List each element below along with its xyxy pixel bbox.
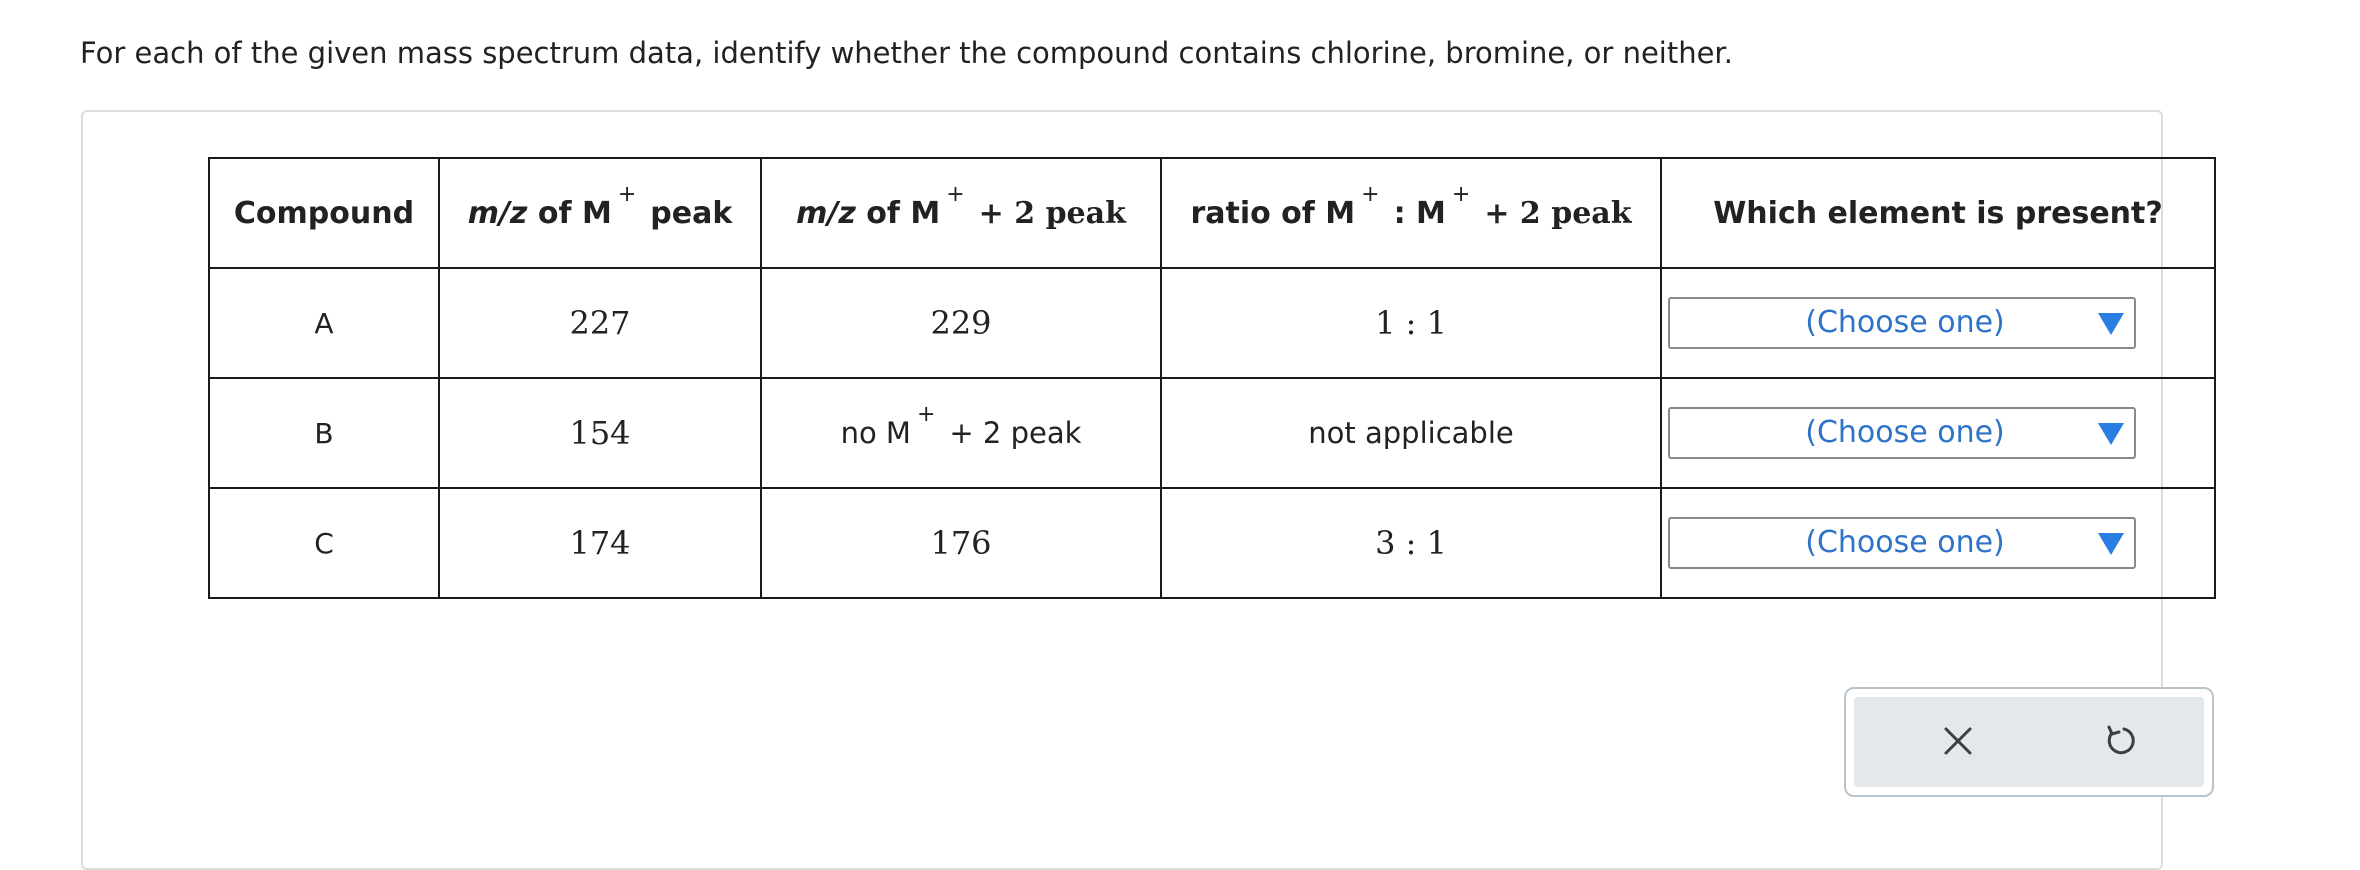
table-header-row — [209, 158, 2215, 268]
mz-m2-cell: 176 — [761, 488, 1161, 598]
compound-cell: C — [209, 488, 439, 598]
mz-m-cell: 154 — [439, 378, 761, 488]
dropdown-caret-icon[interactable] — [2098, 423, 2124, 445]
header-mz-m2-peak: m/z of M++ 2 peak — [761, 158, 1161, 268]
mz-m2-cell: 229 — [761, 268, 1161, 378]
element-select-cell — [1661, 268, 2215, 378]
header-ratio: ratio of M+: M++ 2 peak — [1161, 158, 1661, 268]
action-bar — [1844, 687, 2214, 797]
table-row — [209, 268, 2215, 378]
question-prompt: For each of the given mass spectrum data, identify whether the compound contains chlorine, bromine, or neither. — [80, 36, 1733, 70]
compound-cell: B — [209, 378, 439, 488]
ratio-cell: not applicable — [1161, 378, 1661, 488]
element-select[interactable] — [1668, 517, 2136, 569]
dropdown-caret-icon[interactable] — [2098, 313, 2124, 335]
element-select[interactable] — [1668, 407, 2136, 459]
dropdown-caret-icon[interactable] — [2098, 533, 2124, 555]
ratio-cell: 1 : 1 — [1161, 268, 1661, 378]
select-value: (Choose one) — [1805, 415, 2005, 450]
header-which-element: Which element is present? — [1661, 158, 2215, 268]
element-select-cell — [1661, 378, 2215, 488]
header-compound: Compound — [209, 158, 439, 268]
ratio-cell: 3 : 1 — [1161, 488, 1661, 598]
action-bar-inner — [1854, 697, 2204, 787]
table-row — [209, 488, 2215, 598]
undo-icon[interactable] — [2090, 711, 2150, 771]
compound-cell: A — [209, 268, 439, 378]
close-icon[interactable] — [1928, 711, 1988, 771]
mass-spectrum-table — [208, 157, 2216, 599]
select-value: (Choose one) — [1805, 305, 2005, 340]
header-mz-m-peak: m/z of M+peak — [439, 158, 761, 268]
mz-m-cell: 227 — [439, 268, 761, 378]
select-value: (Choose one) — [1805, 525, 2005, 560]
element-select-cell — [1661, 488, 2215, 598]
mz-m2-cell: no M++ 2 peak — [761, 378, 1161, 488]
mz-m-cell: 174 — [439, 488, 761, 598]
element-select[interactable] — [1668, 297, 2136, 349]
table-row — [209, 378, 2215, 488]
